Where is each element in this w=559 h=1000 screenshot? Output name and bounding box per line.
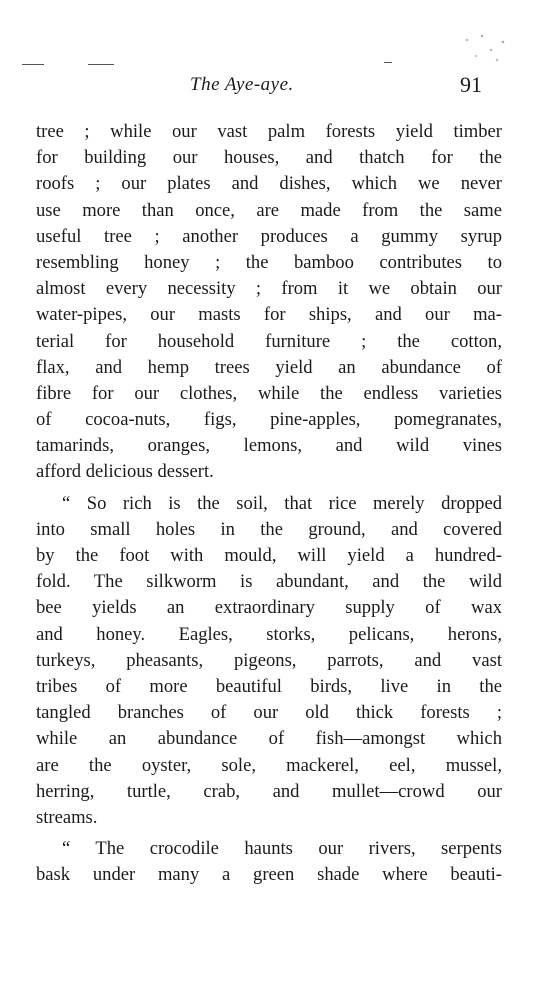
running-title: The Aye-aye. <box>190 74 294 95</box>
text-line: resembling honey ; the bamboo contributes to <box>36 251 502 273</box>
text-line: streams. <box>36 806 98 828</box>
text-line: of cocoa-nuts, figs, pine-apples, pomegranates, <box>36 409 502 431</box>
text-line: terial for household furniture ; the cotton, <box>36 330 502 352</box>
paper-speckle <box>455 28 515 68</box>
text-line: flax, and hemp trees yield an abundance of <box>36 356 502 378</box>
paragraph <box>36 836 502 888</box>
scan-mark <box>384 62 392 63</box>
text-line: by the foot with mould, will yield a hundred- <box>36 545 502 566</box>
text-line: tangled branches of our old thick forests ; <box>36 702 502 724</box>
page-header <box>0 74 559 104</box>
text-line: tree ; while our vast palm forests yield timber <box>36 121 502 142</box>
text-line: while an abundance of fish—amongst which <box>36 728 502 750</box>
text-line: roofs ; our plates and dishes, which we never <box>36 173 502 195</box>
text-line: “ The crocodile haunts our rivers, serpents <box>62 838 502 860</box>
text-line: fold. The silkworm is abundant, and the wild <box>36 571 502 593</box>
text-line: useful tree ; another produces a gummy syrup <box>36 225 502 247</box>
text-line: tribes of more beautiful birds, live in the <box>36 675 502 697</box>
text-line: into small holes in the ground, and covered <box>36 518 502 540</box>
text-line: bee yields an extraordinary supply of wax <box>36 597 502 619</box>
text-line: are the oyster, sole, mackerel, eel, mussel, <box>36 754 502 776</box>
body-text <box>36 119 502 888</box>
text-line: use more than once, are made from the same <box>36 199 502 221</box>
text-line: herring, turtle, crab, and mullet—crowd our <box>36 780 502 802</box>
paragraph <box>36 491 502 831</box>
scan-mark <box>88 64 114 65</box>
page-number: 91 <box>460 72 482 97</box>
scan-mark <box>22 64 44 65</box>
text-line: turkeys, pheasants, pigeons, parrots, and vast <box>36 649 502 671</box>
paragraph <box>36 119 502 486</box>
text-line: “ So rich is the soil, that rice merely dropped <box>62 492 502 514</box>
text-line: and honey. Eagles, storks, pelicans, herons, <box>36 623 502 645</box>
text-line: almost every necessity ; from it we obtain our <box>36 278 502 300</box>
text-line: water-pipes, our masts for ships, and our ma- <box>36 304 502 326</box>
text-line: bask under many a green shade where beauti- <box>36 864 502 886</box>
text-line: for building our houses, and thatch for the <box>36 147 502 169</box>
text-line: fibre for our clothes, while the endless varieties <box>36 382 502 404</box>
text-line: afford delicious dessert. <box>36 461 214 483</box>
text-line: tamarinds, oranges, lemons, and wild vines <box>36 435 502 457</box>
